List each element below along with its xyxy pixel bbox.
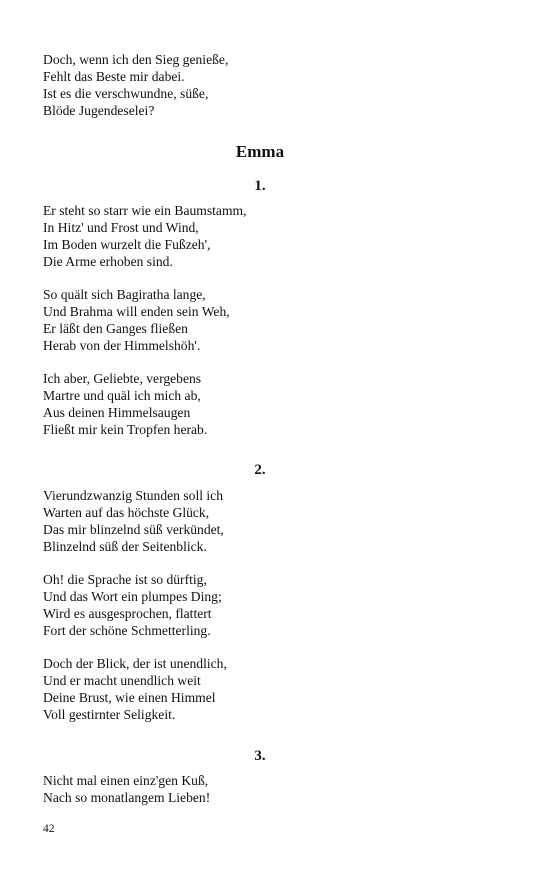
verse-line: Wird es ausgesprochen, flattert [43,606,212,621]
verse-line: Martre und quäl ich mich ab, [43,388,201,403]
section-number-3: 3. [254,748,266,764]
verse-line: Doch der Blick, der ist unendlich, [43,656,227,671]
verse-line: Fort der schöne Schmetterling. [43,623,211,638]
stanza-1-3 [43,370,207,438]
verse-line: Und das Wort ein plumpes Ding; [43,589,222,604]
verse-line: Ich aber, Geliebte, vergebens [43,371,202,386]
verse-line: In Hitz' und Frost und Wind, [43,220,199,235]
verse-line: Oh! die Sprache ist so dürftig, [43,572,207,587]
verse-line: Fließt mir kein Tropfen herab. [43,422,208,437]
verse-line: Vierundzwanzig Stunden soll ich [43,488,224,503]
section-number-2: 2. [254,462,266,478]
verse-line: Blinzelnd süß der Seitenblick. [43,539,207,554]
poem-title: Emma [235,142,285,161]
stanza-1-2 [43,286,230,354]
verse-line: Er steht so starr wie ein Baumstamm, [43,203,247,218]
verse-line: Blöde Jugendeselei? [43,103,155,118]
stanza-1-1 [43,202,247,270]
verse-line: Doch, wenn ich den Sieg genieße, [43,52,229,67]
verse-line: Nicht mal einen einz'gen Kuß, [43,773,209,788]
stanza-continuation [43,51,228,119]
verse-line: Nach so monatlangem Lieben! [43,790,211,805]
stanza-3-1 [43,772,210,806]
verse-line: Und er macht unendlich weit [43,673,201,688]
verse-line: Im Boden wurzelt die Fußzeh', [43,237,211,252]
verse-line: Warten auf das höchste Glück, [43,505,210,520]
stanza-2-3 [43,655,227,723]
page-number: 42 [43,823,55,835]
verse-line: Und Brahma will enden sein Weh, [43,304,230,319]
verse-line: Er läßt den Ganges fließen [43,321,188,336]
verse-line: Aus deinen Himmelsaugen [43,405,191,420]
verse-line: Die Arme erhoben sind. [43,254,173,269]
stanza-2-1 [43,487,224,555]
verse-line: So quält sich Bagiratha lange, [43,287,206,302]
verse-line: Voll gestirnter Seligkeit. [43,707,176,722]
verse-line: Fehlt das Beste mir dabei. [43,69,185,84]
verse-line: Das mir blinzelnd süß verkündet, [43,522,224,537]
verse-line: Deine Brust, wie einen Himmel [43,690,216,705]
verse-line: Ist es die verschwundne, süße, [43,86,209,101]
verse-line: Herab von der Himmelshöh'. [43,338,201,353]
section-number-1: 1. [254,178,266,194]
stanza-2-2 [43,571,222,639]
